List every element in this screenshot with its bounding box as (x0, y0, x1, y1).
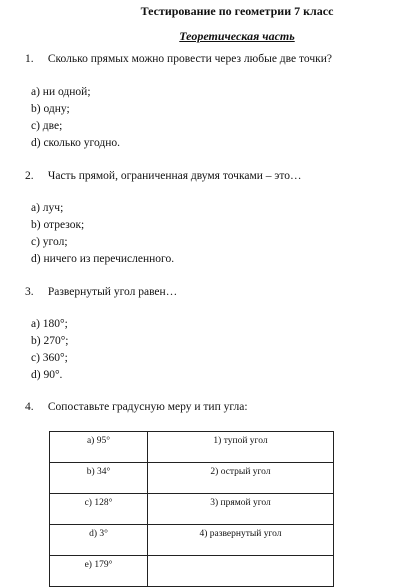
question-3 (25, 286, 177, 298)
page-title: Тестирование по геометрии 7 класс (140, 4, 334, 18)
option-b: b) одну; (31, 103, 70, 115)
question-text: Сопоставьте градусную меру и тип угла: (47, 401, 248, 413)
question-number: 4. (25, 401, 34, 413)
angle-type-cell: 4) развернутый угол (148, 525, 334, 556)
option-c: с) угол; (31, 236, 68, 248)
degree-cell: b) 34° (50, 463, 148, 494)
question-1-options (31, 84, 120, 152)
question-1 (25, 53, 332, 65)
question-text: Часть прямой, ограниченная двумя точками – это… (47, 170, 302, 182)
option-c: с) 360°; (31, 352, 68, 364)
option-b: b) отрезок; (31, 219, 85, 231)
option-d: d) 90°. (31, 369, 63, 381)
question-number: 1. (25, 53, 34, 65)
question-text: Сколько прямых можно провести через любые две точки? (47, 53, 332, 65)
question-2 (25, 170, 301, 182)
angle-type-cell (148, 556, 334, 587)
table-row (50, 463, 334, 494)
table-row (50, 525, 334, 556)
question-text: Развернутый угол равен… (47, 286, 178, 298)
degree-cell: а) 95° (50, 432, 148, 463)
degree-cell: е) 179° (50, 556, 148, 587)
question-number: 3. (25, 286, 34, 298)
option-a: а) ни одной; (31, 86, 91, 98)
angle-type-cell: 2) острый угол (148, 463, 334, 494)
option-a: а) луч; (31, 202, 64, 214)
table-row (50, 494, 334, 525)
question-number: 2. (25, 170, 34, 182)
question-2-options (31, 200, 174, 268)
table-row (50, 556, 334, 587)
option-d: d) сколько угодно. (31, 137, 121, 149)
question-4 (25, 401, 248, 413)
option-b: b) 270°; (31, 335, 69, 347)
table-row (50, 432, 334, 463)
degree-cell: с) 128° (50, 494, 148, 525)
matching-table (49, 431, 334, 587)
section-subtitle: Теоретическая часть (179, 29, 295, 43)
option-c: с) две; (31, 120, 63, 132)
option-d: d) ничего из перечисленного. (31, 253, 175, 265)
question-3-options (31, 316, 69, 384)
option-a: а) 180°; (31, 318, 68, 330)
angle-type-cell: 1) тупой угол (148, 432, 334, 463)
angle-type-cell: 3) прямой угол (148, 494, 334, 525)
degree-cell: d) 3° (50, 525, 148, 556)
